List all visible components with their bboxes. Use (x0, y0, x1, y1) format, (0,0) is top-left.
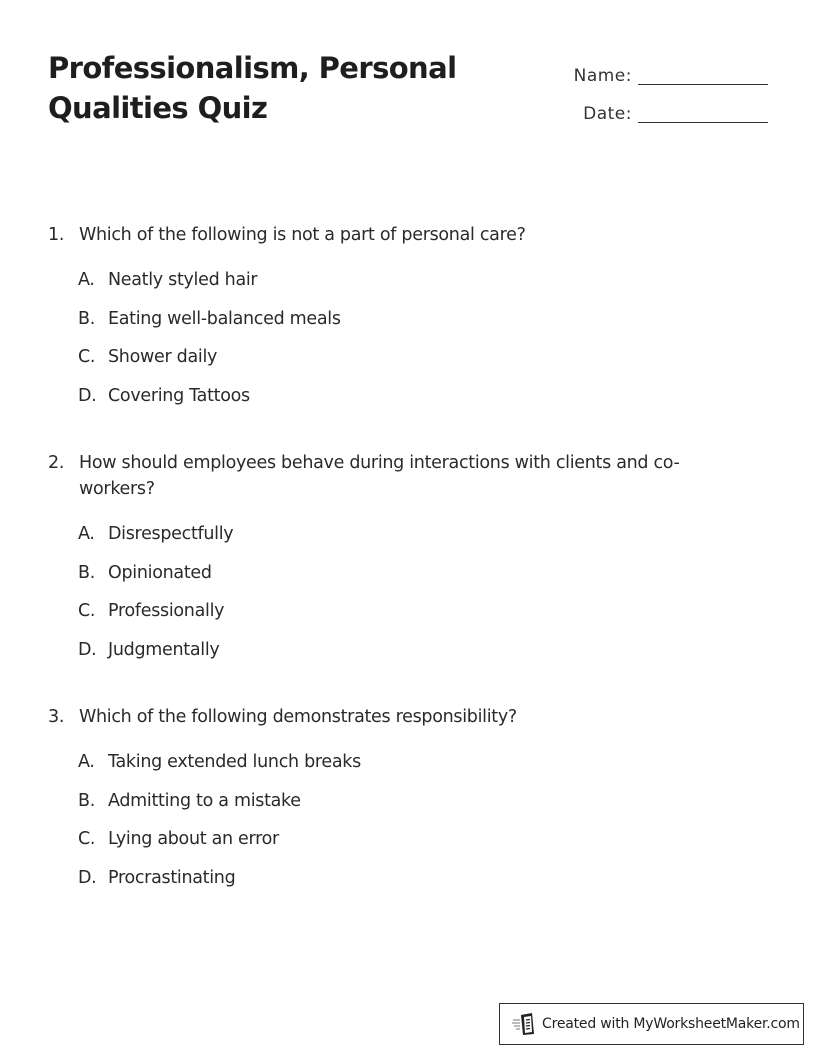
option-text: Admitting to a mistake (108, 790, 301, 811)
question-prompt (48, 704, 728, 730)
date-blank-line[interactable] (638, 122, 768, 123)
option-letter: C. (78, 601, 96, 621)
option-letter: A. (78, 524, 95, 544)
date-label: Date: (583, 104, 632, 124)
option-d (78, 865, 728, 891)
option-b (78, 306, 728, 332)
option-b (78, 560, 728, 586)
option-c (78, 598, 728, 624)
question-1 (48, 222, 728, 421)
option-letter: C. (78, 347, 96, 367)
option-letter: B. (78, 790, 95, 811)
option-text: Procrastinating (108, 867, 236, 888)
page-title: Professionalism, Personal Qualities Quiz (48, 51, 457, 125)
question-3 (48, 704, 728, 903)
created-with-badge[interactable] (499, 1003, 804, 1045)
option-letter: C. (78, 829, 96, 849)
footer-credit-text: Created with MyWorksheetMaker.com (542, 1016, 800, 1032)
question-number: 2. (48, 453, 65, 473)
option-text: Shower daily (108, 347, 218, 367)
option-c (78, 826, 728, 852)
question-prompt (48, 222, 728, 248)
option-letter: A. (78, 752, 95, 772)
option-text: Disrespectfully (108, 524, 234, 544)
option-a (78, 521, 728, 547)
option-a (78, 267, 728, 293)
option-a (78, 749, 728, 775)
option-letter: D. (78, 385, 97, 406)
option-letter: A. (78, 270, 95, 290)
option-letter: D. (78, 639, 97, 660)
option-letter: D. (78, 867, 97, 888)
option-text: Taking extended lunch breaks (108, 752, 361, 772)
answer-options (78, 521, 728, 663)
worksheet-maker-logo-icon (512, 1012, 538, 1036)
date-field-row (538, 88, 768, 126)
option-text: Opinionated (108, 562, 212, 583)
option-d (78, 383, 728, 409)
option-text: Professionally (108, 601, 225, 621)
option-text: Eating well-balanced meals (108, 308, 341, 329)
student-info-fields (538, 50, 768, 126)
question-text: How should employees behave during interactions with clients and co-workers? (79, 453, 680, 499)
option-b (78, 788, 728, 814)
question-number: 3. (48, 707, 65, 727)
answer-options (78, 749, 728, 891)
option-letter: B. (78, 562, 95, 583)
option-text: Neatly styled hair (108, 270, 258, 290)
question-2 (48, 450, 728, 675)
option-text: Covering Tattoos (108, 385, 250, 406)
question-prompt (48, 450, 728, 502)
answer-options (78, 267, 728, 409)
option-d (78, 637, 728, 663)
name-field-row (538, 50, 768, 88)
option-letter: B. (78, 308, 95, 329)
option-text: Lying about an error (108, 829, 279, 849)
name-blank-line[interactable] (638, 84, 768, 85)
option-c (78, 344, 728, 370)
question-text: Which of the following is not a part of personal care? (79, 225, 526, 245)
name-label: Name: (573, 66, 632, 86)
option-text: Judgmentally (108, 639, 220, 660)
question-number: 1. (48, 225, 65, 245)
question-text: Which of the following demonstrates responsibility? (79, 707, 517, 727)
